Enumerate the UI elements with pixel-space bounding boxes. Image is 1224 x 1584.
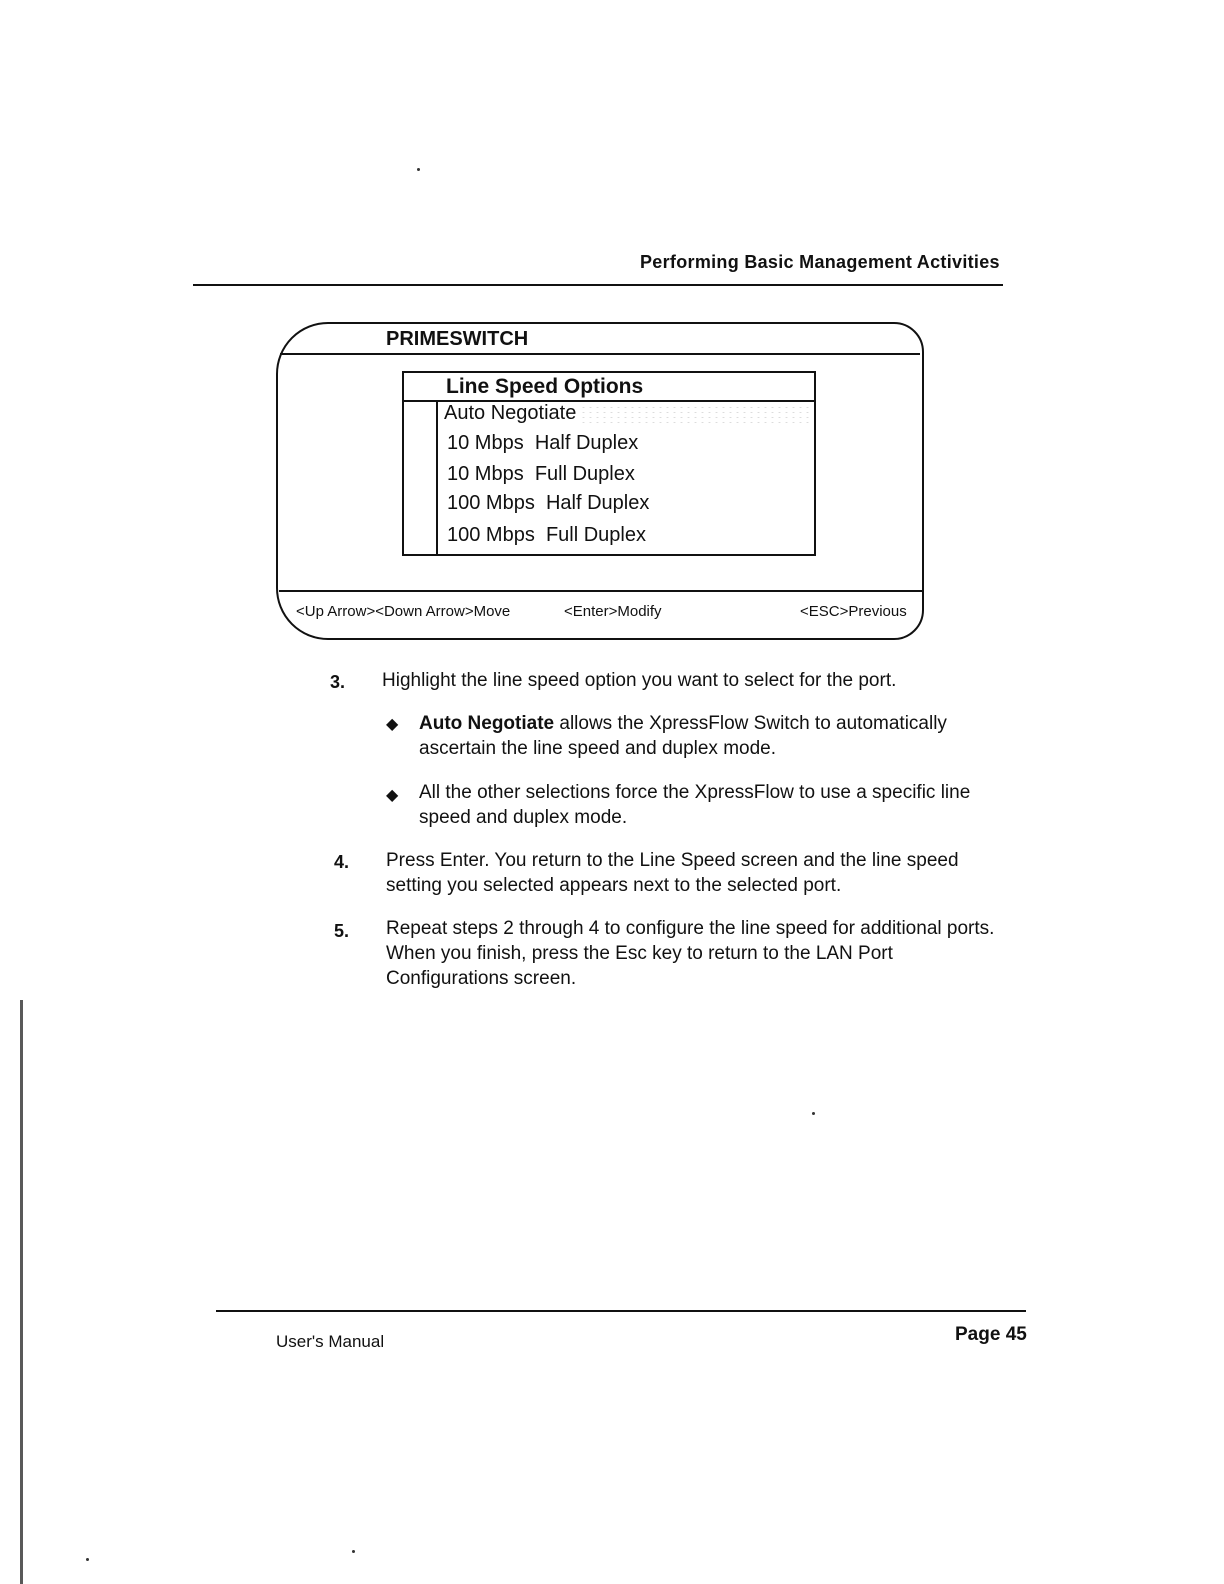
step-number: 3. (330, 672, 346, 692)
header-rule (193, 284, 1003, 286)
selection-column (404, 401, 436, 555)
screen-title-rule (280, 353, 920, 355)
bullet-text (419, 711, 1009, 761)
scan-dot (352, 1550, 355, 1553)
step-number: 5. (334, 921, 350, 941)
scan-dot (812, 1112, 815, 1115)
key-hint-modify: <Enter>Modify (564, 603, 662, 620)
footer-rule (216, 1310, 1026, 1312)
menu-option-100-full[interactable]: 100 Mbps Full Duplex (447, 524, 646, 546)
step-text: Press Enter. You return to the Line Speed screen and the line speed setting you selected appears next to the selected port. (386, 850, 959, 896)
step-number: 4. (334, 852, 350, 872)
bullet-text: All the other selections force the XpressFlow to use a specific line speed and duplex mode. (419, 782, 971, 828)
page-number: Page 45 (955, 1324, 1027, 1345)
bullet-body: allows the XpressFlow Switch to automatically ascertain the line speed and duplex mode. (419, 713, 947, 759)
menu-title: Line Speed Options (446, 375, 644, 398)
bullet-lead-term: Auto Negotiate (419, 713, 555, 734)
running-header: Performing Basic Management Activities (640, 252, 1000, 272)
menu-option-100-half[interactable]: 100 Mbps Half Duplex (447, 492, 650, 514)
scan-edge-shadow (20, 1000, 23, 1584)
diamond-bullet-icon: ◆ (386, 787, 399, 804)
scan-dot (86, 1558, 89, 1561)
menu-column-rule (436, 401, 438, 555)
menu-option-auto-negotiate[interactable]: Auto Negotiate (444, 402, 577, 424)
menu-option-10-half[interactable]: 10 Mbps Half Duplex (447, 432, 639, 454)
key-hint-move: <Up Arrow><Down Arrow>Move (296, 603, 511, 620)
screen-footer-rule (279, 590, 923, 592)
screen-app-title: PRIMESWITCH (386, 328, 529, 350)
scan-dot (417, 168, 420, 171)
menu-option-10-full[interactable]: 10 Mbps Full Duplex (447, 463, 635, 485)
step-text: Highlight the line speed option you want to select for the port. (382, 670, 897, 691)
key-hint-previous: <ESC>Previous (800, 603, 907, 620)
footer-manual-title: User's Manual (276, 1332, 385, 1351)
diamond-bullet-icon: ◆ (386, 716, 399, 733)
step-text: Repeat steps 2 through 4 to configure the line speed for additional ports. When you finish, press the Esc key to return to the LAN Port Configurations screen. (386, 918, 995, 989)
scan-speckle (580, 405, 812, 427)
